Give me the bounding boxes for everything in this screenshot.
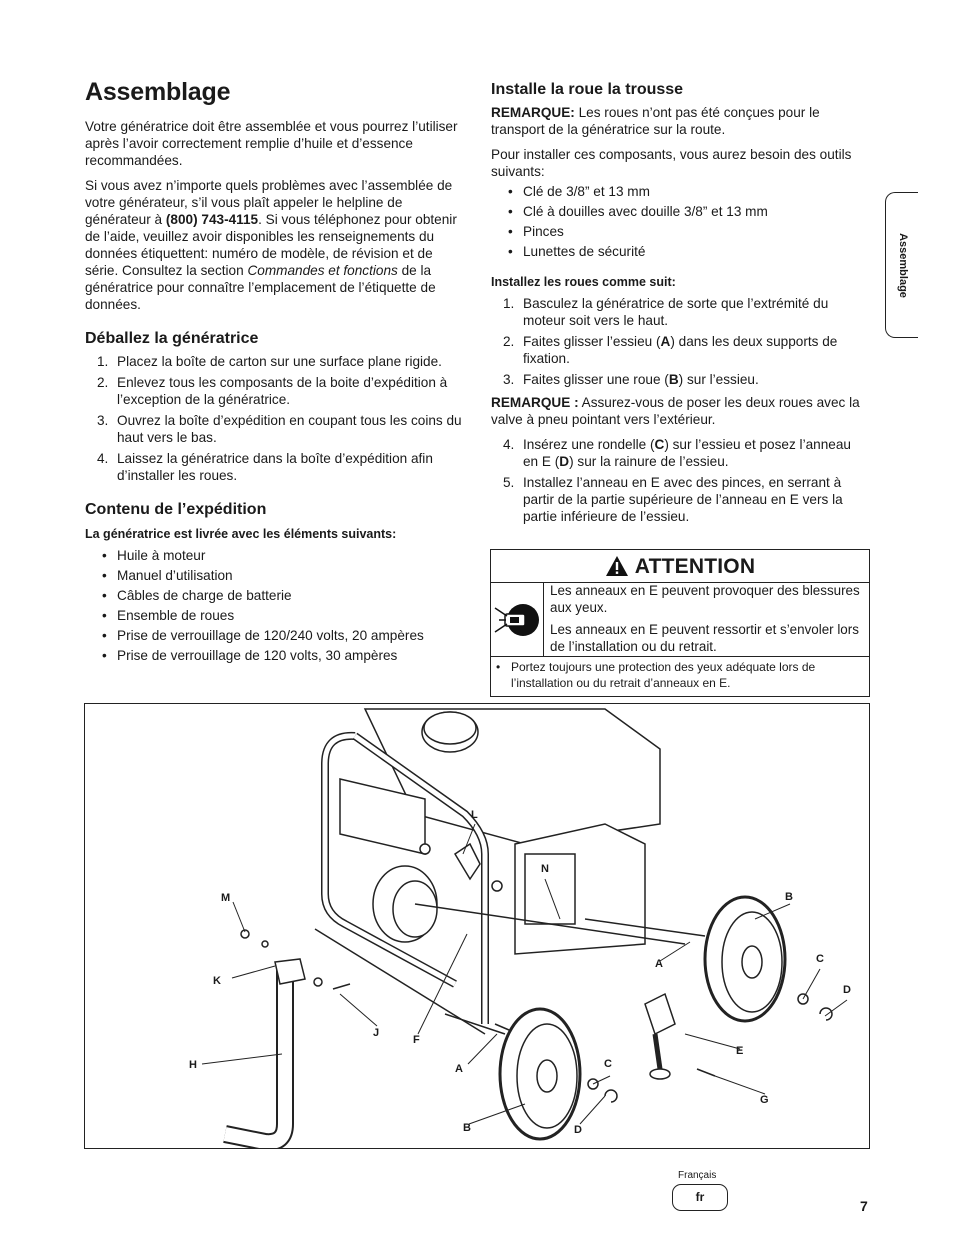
unpack-steps: [85, 353, 463, 484]
contents-heading: Contenu de l’expédition: [85, 501, 267, 518]
figure-label-C: C: [604, 1058, 612, 1070]
list-item: 4. Insérez une rondelle (C) sur l’essieu et posez l’anneau en E (D) sur la rainure de l’essieu.: [503, 437, 851, 469]
figure-label-D-right: D: [843, 984, 851, 996]
generator-exploded-view: [85, 704, 870, 1149]
figure-label-C-right: C: [816, 953, 824, 965]
install-steps-a: [491, 295, 869, 388]
note-road: REMARQUE: Les roues n’ont pas été conçues pour le transport de la génératrice sur la route.: [491, 105, 820, 137]
list-item: • Prise de verrouillage de 120/240 volts, 20 ampères: [85, 627, 463, 644]
intro-paragraph: Votre génératrice doit être assemblée et vous pourrez l’utiliser après l’avoir correctement remplie d’huile et d’essence recommandées.: [85, 119, 458, 168]
assembly-diagram: [84, 703, 870, 1149]
figure-label-B: B: [463, 1122, 471, 1134]
figure-label-L: L: [471, 809, 478, 821]
page-title: Assemblage: [85, 78, 231, 106]
list-item: • Prise de verrouillage de 120 volts, 30 ampères: [85, 647, 463, 664]
attention-text: [544, 583, 869, 656]
list-item: • Câbles de charge de batterie: [85, 587, 463, 604]
attention-line-1: Les anneaux en E peuvent provoquer des blessures aux yeux.: [550, 583, 860, 615]
figure-label-K: K: [213, 975, 221, 987]
footer-language: Français: [678, 1170, 717, 1181]
list-item: 2. Enlevez tous les composants de la boite d’expédition à l’exception de la génératrice.: [97, 375, 448, 407]
eye-injury-icon: [491, 594, 543, 646]
list-item: 2. Faites glisser l’essieu (A) dans les deux supports de fixation.: [503, 334, 838, 366]
figure-label-G: G: [760, 1094, 769, 1106]
attention-title: ATTENTION: [634, 554, 756, 578]
list-item: • Lunettes de sécurité: [491, 243, 869, 260]
helpline-phone: (800) 743-4115: [165, 212, 259, 227]
figure-label-A-right: A: [655, 958, 663, 970]
contents-subheading: La génératrice est livrée avec les éléments suivants:: [85, 527, 397, 541]
list-item: • Pinces: [491, 223, 869, 240]
figure-label-F: F: [413, 1034, 420, 1046]
figure-label-M: M: [221, 892, 231, 904]
install-subheading: Installez les roues comme suit:: [491, 275, 676, 289]
note-valve: REMARQUE : Assurez-vous de poser les deux roues avec la valve à pneu pointant vers l’extérieur.: [491, 395, 860, 427]
tools-list: [491, 183, 869, 260]
figure-label-H: H: [189, 1059, 197, 1071]
list-item: 1. Placez la boîte de carton sur une surface plane rigide.: [97, 354, 442, 369]
figure-label-D: D: [574, 1124, 582, 1136]
figure-label-E: E: [736, 1045, 744, 1057]
right-column: [491, 80, 869, 529]
list-item: • Ensemble de roues: [85, 607, 463, 624]
figure-label-N: N: [541, 863, 549, 875]
side-tab-label: Assemblage: [896, 232, 909, 298]
section-side-tab: [885, 192, 918, 338]
install-steps-b: [491, 436, 869, 525]
tools-intro: Pour installer ces composants, vous aurez besoin des outils suivants:: [491, 147, 852, 179]
list-item: • Huile à moteur: [85, 547, 463, 564]
attention-header: [491, 550, 869, 583]
figure-label-B-right: B: [785, 891, 793, 903]
attention-body: [491, 583, 869, 657]
list-item: • Clé à douilles avec douille 3/8” et 13 mm: [491, 203, 869, 220]
attention-bullet: • Portez toujours une protection des yeux adéquate lors de l’installation ou du retrait d’anneaux en E.: [491, 657, 869, 691]
contents-section: [85, 500, 463, 664]
warning-triangle-icon: [605, 555, 629, 577]
footer-language-code: fr: [672, 1184, 728, 1211]
unpack-section: [85, 329, 463, 484]
figure-label-J: J: [373, 1027, 380, 1039]
list-item: 3. Faites glisser une roue (B) sur l’essieu.: [503, 372, 759, 387]
list-item: 1. Basculez la génératrice de sorte que l’extrémité du moteur soit vers le haut.: [503, 296, 829, 328]
list-item: • Manuel d’utilisation: [85, 567, 463, 584]
attention-box: [490, 549, 870, 697]
left-column: [85, 76, 463, 667]
page-number: 7: [860, 1198, 868, 1214]
list-item: 5. Installez l’anneau en E avec des pinces, en serrant à partir de la partie supérieure de l’anneau en E vers la partie inférieure de l’essieu.: [503, 475, 843, 524]
list-item: 3. Ouvrez la boîte d’expédition en coupant tous les coins du haut vers le bas.: [97, 413, 462, 445]
helpline-paragraph: Si vous avez n’importe quels problèmes avec l’assemblée de votre générateur, s’il vous plaît appeler le helpline de générateur à (800) 743-4115. Si vous téléphonez pour obtenir de l’aide, veuillez avoir disponibles les renseignements du données étiquettent: numéro de modèle, de révision et de série. Consultez la section Commandes et fonctions de la génératrice pour connaître l’emplacement de l’étiquette de données.: [85, 178, 457, 312]
list-item: 4. Laissez la génératrice dans la boîte d’expédition afin d’installer les roues.: [97, 451, 433, 483]
figure-label-A: A: [455, 1063, 463, 1075]
attention-line-2: Les anneaux en E peuvent ressortir et s’envoler lors de l’installation ou du retrait.: [550, 622, 859, 654]
eye-hazard-icon-cell: [491, 583, 544, 656]
wheel-kit-heading: Installe la roue la trousse: [491, 81, 684, 98]
contents-list: [85, 547, 463, 664]
list-item: • Clé de 3/8” et 13 mm: [491, 183, 869, 200]
unpack-heading: Déballez la génératrice: [85, 330, 259, 347]
